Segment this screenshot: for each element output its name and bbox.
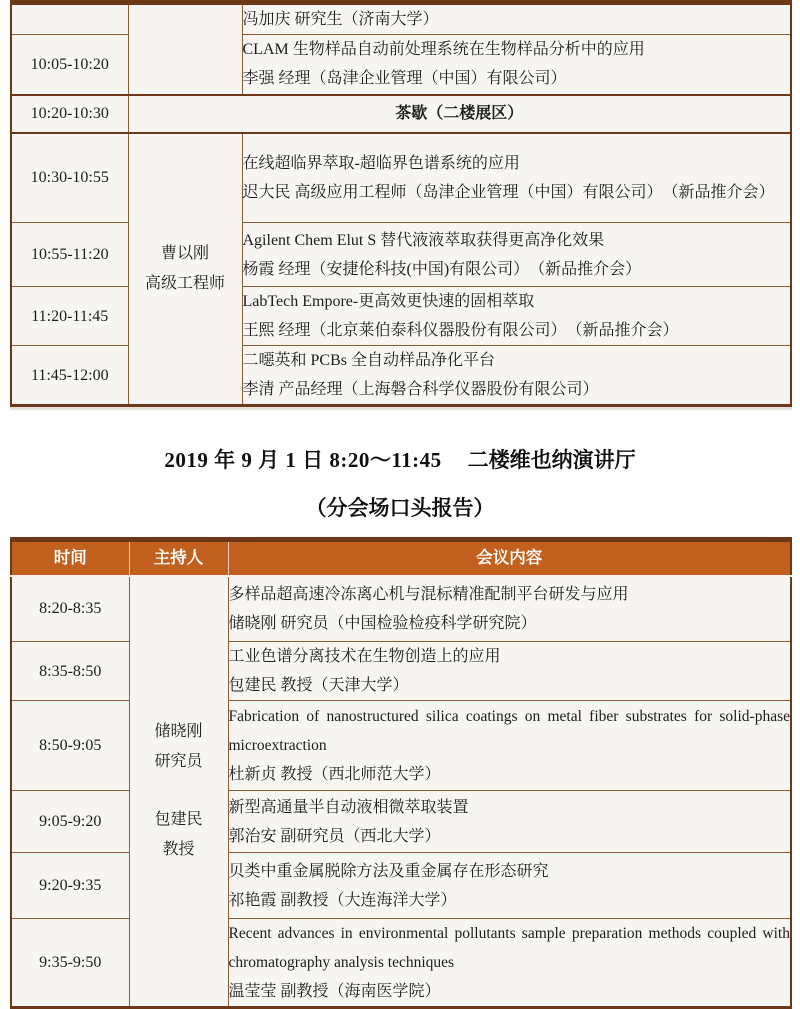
- time-cell: 9:35-9:50: [11, 919, 129, 1008]
- moderator-name: 曹以刚: [160, 244, 209, 262]
- session-content: [228, 576, 791, 642]
- session-subtitle: （分会场口头报告）: [305, 497, 495, 520]
- session-content: [242, 346, 791, 406]
- time-cell: 11:20-11:45: [11, 287, 128, 346]
- table-row: [11, 642, 791, 701]
- table-row: [11, 919, 791, 1008]
- speaker-line: 温莹莹 副教授（海南医学院）: [228, 983, 441, 1000]
- speaker-line: 李强 经理（岛津企业管理（中国）有限公司）: [242, 70, 567, 88]
- speaker-line: 王熙 经理（北京莱伯泰科仪器股份有限公司） （新品推介会）: [242, 322, 679, 339]
- speaker-line: 祁艳霞 副教授（大连海洋大学）: [228, 891, 457, 909]
- session-date-time: 2019 年 9 月 1 日 8:20～11:45: [164, 448, 442, 472]
- time-cell: 8:35-8:50: [11, 642, 129, 701]
- table-row: [11, 853, 791, 919]
- time-cell: [11, 3, 128, 35]
- talk-title: Agilent Chem Elut S 替代液液萃取获得更高净化效果: [242, 231, 605, 249]
- talk-title: 多样品超高速冷冻离心机与混标精准配制平台研发与应用: [228, 585, 629, 603]
- session-content: [228, 853, 791, 919]
- speaker-line: 储晓刚 研究员（中国检验检疫科学研究院）: [228, 614, 537, 632]
- tea-break-row: [11, 95, 791, 133]
- session-content: [242, 3, 791, 35]
- moderator-name: 包建民: [154, 811, 203, 829]
- moderator-name-block: [129, 239, 242, 299]
- talk-title: 新型高通量半自动液相微萃取装置: [228, 798, 469, 816]
- talk-title: 贝类中重金属脱除方法及重金属存在形态研究: [228, 862, 549, 880]
- time-cell: 8:50-9:05: [11, 701, 129, 791]
- table-row: [11, 133, 791, 223]
- speaker-line: 郭治安 副研究员（西北大学）: [228, 827, 441, 845]
- oral-session-table: [10, 537, 792, 1009]
- table-row: [11, 791, 791, 853]
- table-row: [11, 576, 791, 642]
- speaker-line: 包建民 教授（天津大学）: [228, 677, 409, 694]
- moderator-cell-empty: [128, 3, 242, 95]
- moderator-name: 储晓刚: [154, 723, 203, 741]
- talk-title: 工业色谱分离技术在生物创造上的应用: [228, 648, 501, 665]
- moderator-title: 高级工程师: [144, 274, 225, 292]
- table-row: [11, 3, 791, 35]
- talk-title: 在线超临界萃取-超临界色谱系统的应用: [242, 154, 520, 172]
- moderator-title: 教授: [162, 841, 195, 859]
- talk-title: LabTech Empore-更高效更快速的固相萃取: [242, 293, 535, 310]
- session-content: [228, 919, 791, 1008]
- talk-title: CLAM 生物样品自动前处理系统在生物样品分析中的应用: [242, 41, 645, 59]
- table-header-row: [11, 540, 791, 576]
- time-cell: 9:05-9:20: [11, 791, 129, 853]
- session-content: [228, 642, 791, 701]
- moderator-cell: [128, 133, 242, 406]
- header-time: 时间: [11, 540, 129, 576]
- header-moderator: 主持人: [129, 540, 228, 576]
- session-content: [242, 223, 791, 287]
- morning-session-table: [10, 0, 792, 407]
- session-content: [242, 133, 791, 223]
- time-cell: 10:30-10:55: [11, 133, 128, 223]
- speaker-line: 冯加庆 研究生（济南大学）: [242, 11, 439, 28]
- time-cell: 9:20-9:35: [11, 853, 129, 919]
- time-cell: 10:05-10:20: [11, 35, 128, 95]
- session-content: [228, 701, 791, 791]
- moderator-name-block: [130, 717, 228, 777]
- time-cell: 8:20-8:35: [11, 576, 129, 642]
- talk-title: Recent advances in environmental pollutants sample preparation methods coupled with chromatography analysis techniques: [228, 925, 790, 971]
- talk-title: 二噁英和 PCBs 全自动样品净化平台: [242, 352, 495, 369]
- session-venue: 二楼维也纳演讲厅: [467, 449, 636, 472]
- speaker-line: 杨霞 经理（安捷伦科技(中国)有限公司） （新品推介会）: [242, 260, 642, 278]
- moderator-name-block: [130, 805, 228, 865]
- header-content: 会议内容: [228, 540, 791, 576]
- speaker-line: 杜新贞 教授（西北师范大学）: [228, 766, 441, 783]
- talk-title: Fabrication of nanostructured silica coatings on metal fiber substrates for solid-phase microextraction: [228, 708, 790, 754]
- session-content: [242, 35, 791, 95]
- speaker-line: 李清 产品经理（上海磐合科学仪器股份有限公司）: [242, 381, 599, 398]
- tea-break-label: 茶歇（二楼展区）: [128, 95, 791, 133]
- moderator-cell: [129, 576, 228, 1008]
- time-cell: 10:20-10:30: [11, 95, 128, 133]
- time-cell: 11:45-12:00: [11, 346, 128, 406]
- session-content: [242, 287, 791, 346]
- time-cell: 10:55-11:20: [11, 223, 128, 287]
- moderator-title: 研究员: [154, 753, 203, 771]
- session-content: [228, 791, 791, 853]
- session-heading: [0, 445, 800, 475]
- speaker-line: 迟大民 高级应用工程师（岛津企业管理（中国）有限公司） （新品推介会）: [242, 183, 775, 201]
- table-row: [11, 701, 791, 791]
